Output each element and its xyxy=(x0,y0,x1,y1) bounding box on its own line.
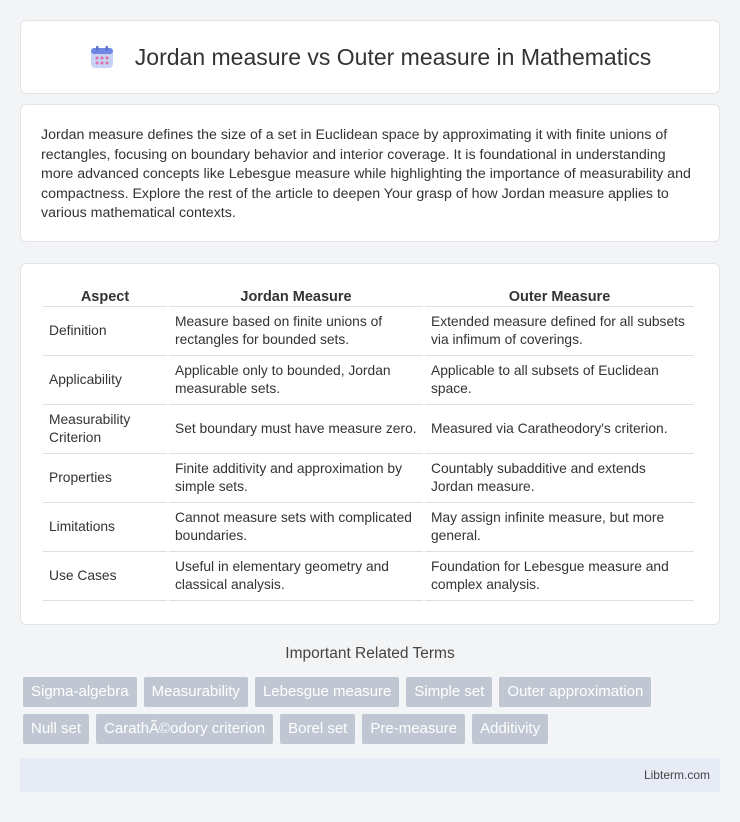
table-row xyxy=(43,356,694,405)
row-outer: Measured via Caratheodory's criterion. xyxy=(425,405,694,454)
tag-borel-set[interactable]: Borel set xyxy=(280,714,355,744)
tag-measurability[interactable]: Measurability xyxy=(144,677,248,707)
tag-caratheodory-criterion[interactable]: CarathÃ©odory criterion xyxy=(96,714,273,744)
table-row xyxy=(43,503,694,552)
row-aspect: Applicability xyxy=(43,356,167,405)
row-jordan: Cannot measure sets with complicated boundaries. xyxy=(169,503,423,552)
tag-null-set[interactable]: Null set xyxy=(23,714,89,744)
row-jordan: Set boundary must have measure zero. xyxy=(169,405,423,454)
comparison-table-card xyxy=(20,263,720,625)
row-outer: May assign infinite measure, but more general. xyxy=(425,503,694,552)
row-jordan: Applicable only to bounded, Jordan measurable sets. xyxy=(169,356,423,405)
row-aspect: Use Cases xyxy=(43,552,167,601)
row-outer: Applicable to all subsets of Euclidean space. xyxy=(425,356,694,405)
calendar-icon xyxy=(89,44,115,70)
table-row xyxy=(43,454,694,503)
comparison-table xyxy=(41,285,696,601)
tag-sigma-algebra[interactable]: Sigma-algebra xyxy=(23,677,137,707)
row-jordan: Finite additivity and approximation by simple sets. xyxy=(169,454,423,503)
page-title: Jordan measure vs Outer measure in Mathematics xyxy=(134,43,652,70)
title-card xyxy=(20,20,720,94)
table-header-row xyxy=(43,285,694,307)
related-terms-tags xyxy=(23,677,723,744)
related-terms-heading: Important Related Terms xyxy=(285,645,455,662)
table-row xyxy=(43,405,694,454)
footer-site-link[interactable]: Libterm.com xyxy=(643,768,710,782)
table-row xyxy=(43,307,694,356)
header-aspect: Aspect xyxy=(43,285,167,307)
tag-outer-approximation[interactable]: Outer approximation xyxy=(499,677,651,707)
row-aspect: Properties xyxy=(43,454,167,503)
row-outer: Extended measure defined for all subsets via infimum of coverings. xyxy=(425,307,694,356)
tag-lebesgue-measure[interactable]: Lebesgue measure xyxy=(255,677,399,707)
header-jordan-measure: Jordan Measure xyxy=(169,285,423,307)
row-aspect: Definition xyxy=(43,307,167,356)
row-outer: Countably subadditive and extends Jordan measure. xyxy=(425,454,694,503)
intro-card xyxy=(20,104,720,242)
tag-pre-measure[interactable]: Pre-measure xyxy=(362,714,465,744)
intro-text: Jordan measure defines the size of a set in Euclidean space by approximating it with finite unions of rectangles, focusing on boundary behavior and interior coverage. It is foundational in understanding more advanced concepts like Lebesgue measure while highlighting the importance of measurability and compactness. Explore the rest of the article to deepen Your grasp of how Jordan measure applies to various mathematical contexts. xyxy=(41,127,691,221)
row-outer: Foundation for Lebesgue measure and complex analysis. xyxy=(425,552,694,601)
header-outer-measure: Outer Measure xyxy=(425,285,694,307)
tag-additivity[interactable]: Additivity xyxy=(472,714,548,744)
tag-simple-set[interactable]: Simple set xyxy=(406,677,492,707)
row-jordan: Measure based on finite unions of rectangles for bounded sets. xyxy=(169,307,423,356)
row-aspect: Measurability Criterion xyxy=(43,405,167,454)
footer xyxy=(20,758,720,792)
row-aspect: Limitations xyxy=(43,503,167,552)
table-row xyxy=(43,552,694,601)
row-jordan: Useful in elementary geometry and classical analysis. xyxy=(169,552,423,601)
